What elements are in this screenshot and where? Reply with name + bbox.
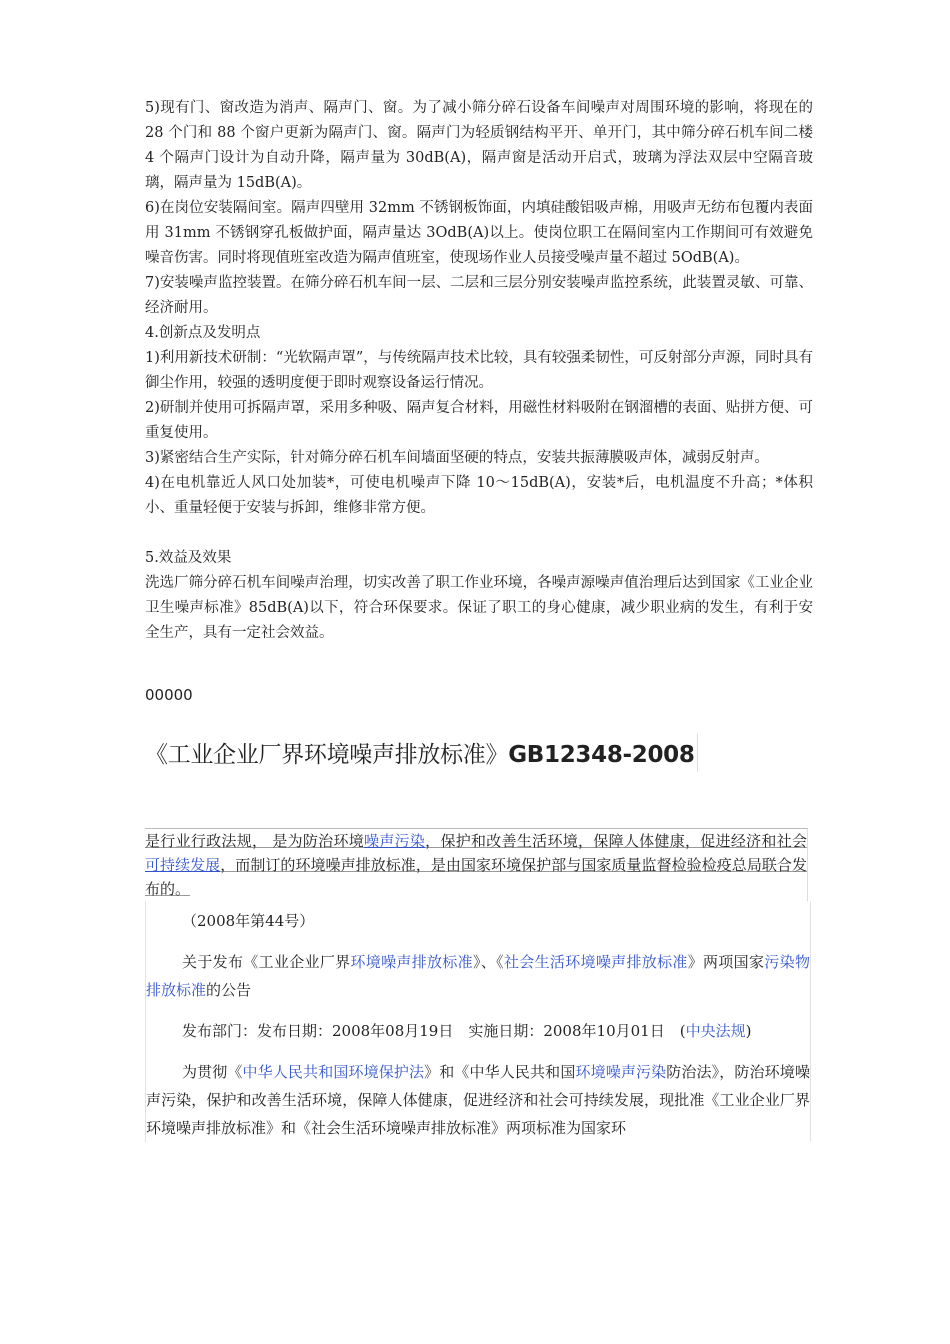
innovation-item-1: 1)利用新技术研制：“光软隔声罩”，与传统隔声技术比较，具有较强柔韧性，可反射部分声源，同时具有御尘作用，较强的透明度便于即时观察设备运行情况。 [145,350,813,391]
link-environmental-protection-law[interactable]: 中华人民共和国环境保护法 [242,1063,425,1081]
paragraph-item-6: 6)在岗位安装隔间室。隔声四壁用 32mm 不锈钢板饰面，内填硅酸铝吸声棉，用吸声无纺布包覆内表面用 31mm 不锈钢穿孔板做护面，隔声量达 3OdB(A)以上。使岗位职工在隔间室内工作期间可有效避免噪音伤害。同时将现值班室改造为隔声值班室，使现场作业人员接受噪声量不超过 5OdB(A)。 [145,200,813,266]
notice-body-text-b: 》和《中华人民共和国 [424,1063,576,1081]
link-environmental-noise-standard[interactable]: 环境噪声排放标准 [350,953,473,971]
intro-box [145,828,808,901]
paragraph-item-7: 7)安装噪声监控装置。在筛分碎石机车间一层、二层和三层分别安装噪声监控系统，此装置灵敏、可靠、经济耐用。 [145,275,813,316]
intro-text-2: ，保护和改善生活环境，保障人体健康，促进经济和社会 [425,832,807,850]
notice-meta-text-a: 发布部门：发布日期：2008年08月19日 实施日期：2008年10月01日 ( [182,1022,686,1040]
paragraph-item-5: 5)现有门、窗改造为消声、隔声门、窗。为了减小筛分碎石设备车间噪声对周围环境的影响，将现在的 28 个门和 88 个窗户更新为隔声门、窗。隔声门为轻质钢结构平开、单开门，其中筛分碎石机车间二楼 4 个隔声门设计为自动升降，隔声量为 30dB(A)，隔声窗是活动开启式，玻璃为浮法双层中空隔音玻璃，隔声量为 15dB(A)。 [145,100,813,191]
notice-meta [146,1017,810,1045]
benefits-paragraph: 洗选厂筛分碎石机车间噪声治理，切实改善了职工作业环境，各噪声源噪声值治理后达到国家《工业企业卫生噪声标准》85dB(A)以下，符合环保要求。保证了职工的身心健康，减少职业病的发生，有利于安全生产，具有一定社会效益。 [145,575,813,641]
notice-body-text-a: 为贯彻《 [182,1063,243,1081]
intro-text-1: 是行业行政法规， 是为防治环境 [145,832,365,850]
notice-number: （2008年第44号） [182,912,315,930]
innovation-item-2: 2)研制并使用可拆隔声罩，采用多种吸、隔声复合材料，用磁性材料吸附在钢溜槽的表面、贴拼方便、可重复使用。 [145,400,813,441]
intro-text-3: ，而制订的环境噪声排放标准，是由国家环境保护部与国家质量监督检验检疫总局联合发布的。 [145,856,807,898]
link-noise-pollution-law[interactable]: 环境噪声污染 [575,1063,667,1081]
section-heading-innovation: 4.创新点及发明点 [145,325,261,341]
link-pollutant-standard[interactable]: 污染物排放标准 [146,953,810,999]
notice-title [146,948,810,1004]
document-page [145,96,813,1142]
innovation-item-3: 3)紧密结合生产实际，针对筛分碎石机车间墙面坚硬的特点，安装共振薄膜吸声体，减弱反射声。 [145,450,769,466]
notice-body-text-c: 防治法》，防治环境噪声污染，保护和改善生活环境，保障人体健康，促进经济和社会可持续发展，现批准《工业企业厂界环境噪声排放标准》和《社会生活环境噪声排放标准》两项标准为国家环 [146,1063,810,1137]
standard-title-text: 《工业企业厂界环境噪声排放标准》 [145,742,509,768]
link-noise-pollution[interactable]: 噪声污染 [364,832,426,850]
notice-title-text-a: 关于发布《工业企业厂界 [182,953,351,971]
innovation-item-4: 4)在电机靠近人风口处加装*，可使电机噪声下降 10～15dB(A)，安装*后，电机温度不升高；*体积小、重量轻便于安装与拆卸，维修非常方便。 [145,475,813,516]
notice-title-text-c: 》两项国家 [687,953,765,971]
link-sustainable-development[interactable]: 可持续发展 [145,856,221,874]
section-heading-benefits: 5.效益及效果 [145,550,232,566]
standard-number: GB12348-2008 [508,742,695,768]
notice-body [146,1058,810,1142]
standard-title [145,734,698,772]
code-number: 00000 [145,686,193,704]
notice-meta-text-b: ) [745,1022,752,1040]
notice-box [145,901,811,1142]
link-social-noise-standard[interactable]: 社会生活环境噪声排放标准 [503,953,688,971]
notice-title-text-d: 的公告 [206,981,252,999]
intro-paragraph [145,829,807,901]
notice-title-text-b: 》、《 [473,953,504,971]
link-central-regulations[interactable]: 中央法规 [685,1022,746,1040]
